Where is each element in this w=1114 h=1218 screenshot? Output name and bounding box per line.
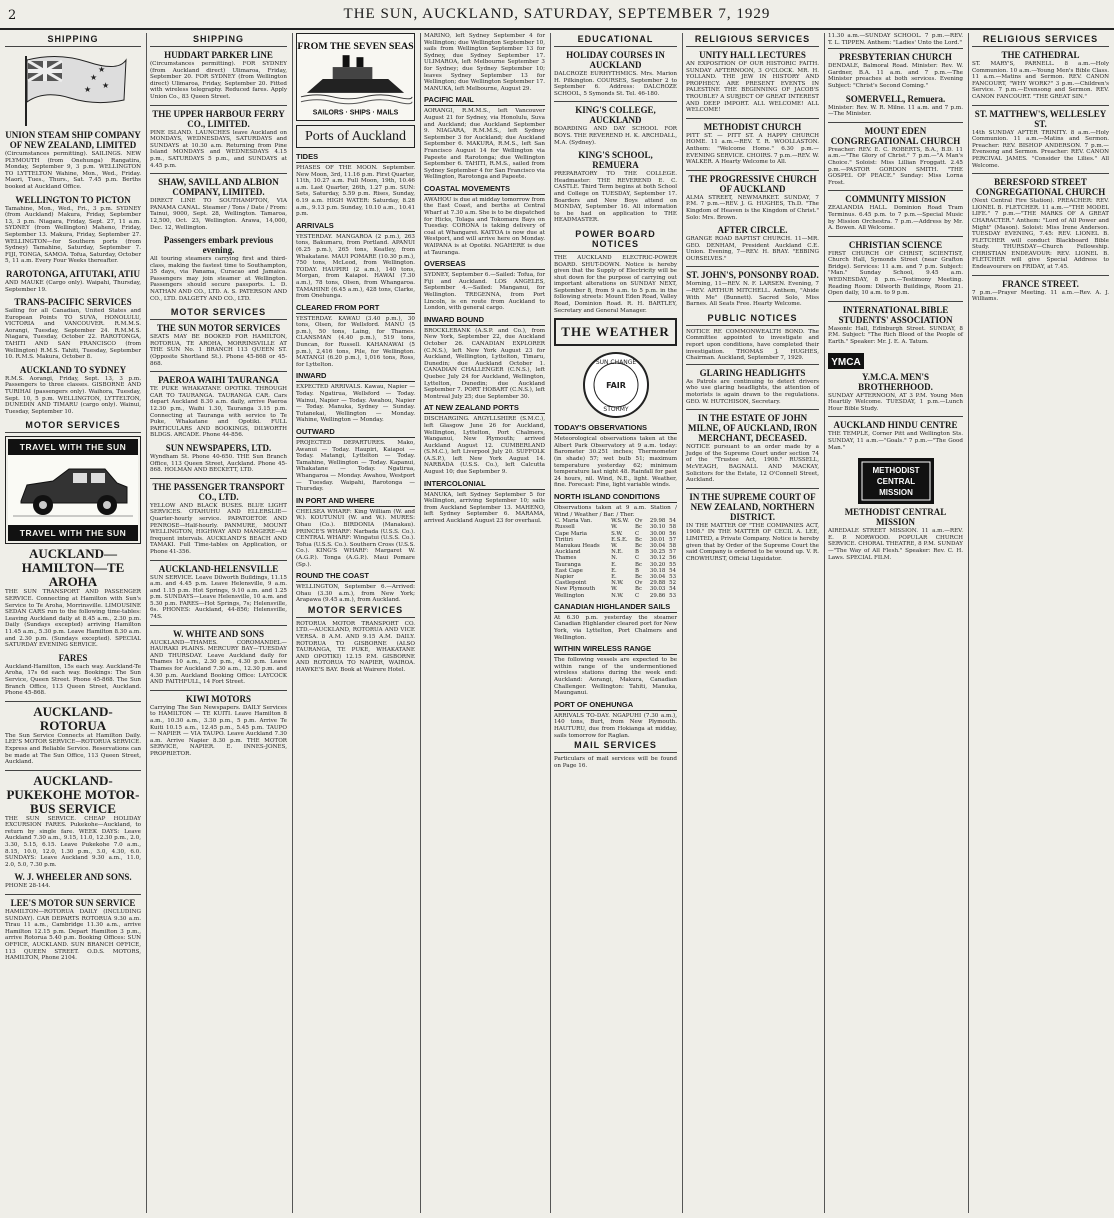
table-row xyxy=(554,555,677,561)
svg-text:★: ★ xyxy=(90,73,98,82)
svg-text:★: ★ xyxy=(84,85,92,94)
table-cell: East Cape xyxy=(555,567,583,574)
table-cell: Bc xyxy=(634,574,642,581)
motor-service-ad: THE SUN MOTOR SERVICES SEATS MAY BE BOOKED FOR HAMILTON, ROTORUA, TE AROHA, MORRINSVILLE AT THE SUN No. 1 BRANCH 113 QUEEN ST. (Opposite Shortland St.). Phone 45-868 or 45-868. xyxy=(150,323,287,367)
column-educational-weather: EDUCATIONAL HOLIDAY COURSES IN AUCKLAND DALCROZE EURHYTHMICS. Mrs. Marion H. Pilkington. COURSES, September 2 to September 6. Address: DALCROZE SCHOOL, 5 Symonds St. Tel. 46-180. KING'S COLLEGE, AUCKLAND BOARDING AND DAY SCHOOL FOR BOYS. THE REVEREND H. K. ARCHDALL, M.A. (Sydney). KING'S SCHOOL, REMUERA PREPARATORY TO THE COLLEGE. Headmaster: THE REVEREND E. C. CASTLE. Third Term begins at both School and College on TUESDAY, September 17. Boarders and New Boys attend on MONDAY, September 16. All information to be had on application to THE HEADMASTER. POWER BOARD NOTICES THE AUCKLAND ELECTRIC-POWER BOARD. SHUT-DOWN. Notice is hereby given that the Supply of Electricity will be shut down for the purpose of carrying out important alterations on SUNDAY NEXT, September 8, from 9 a.m. to 5 p.m. in the following streets: Mount Eden Road, Valley Road, Dominion Road. R. H. BARTLEY, Secretary and General Manager. THE WEATHER SUN CHANGE FAIR STORMY TODAY'S OBSERVATIONS Meteorological observations taken at the Albert Park Observatory at 9 a.m. today: Barometer 30.251 inches; Thermometer (in shade) 57; wet bulb 51; maximum temperature yesterday 62; minimum temperature last night 48. Rainfall for past 24 hours, nil. Wind, N.E., light. Weather, fine. Forecast: Fine, light variable winds. NORTH ISLAND CONDITIONS Observations taken at 9 a.m. Station / Wind / Weather / Bar. / Ther. C. Maria Van. W.S.W. Ov 29.98 54 Russell W. Bc 30.10 58 Cape Maria S.W. C 30.00 56 Tiritiri E.S.E. Bc 30.01 57 Manukau Heads W. Bc 30.04 58 Auckland N.E. B 30.25 57 Thames N. C 30.12 56 Tauranga E. Bc 30.20 55 East Cape E. B 30.18 54 Napier E. Bc 30.04 53 Castlepoint N.W. Ov 29.88 52 New Plymouth W. Bc 30.03 54 Wellington N.W. C 29.86 53 CANADIAN HIGHLANDER SAILS At 6.30 p.m. yesterday the steamer Canadian Highlander cleared port for New York, via Lyttelton, Port Chalmers and Wellington. WITHIN WIRELESS RANGE The following vessels are expected to be within range of the undermentioned wireless stations during the week end: Auckland: Aorangi, Makura, Canadian Challenger. Wellington: Tahiti, Manuka, Maunganui. PORT OF ONEHUNGA ARRIVALS TO-DAY. NGAPUHI (7.30 a.m.), 140 tons, Burt, from New Plymouth. HAUTURU, due from Hokianga at midday, sails tomorrow for Raglan. MAIL SERVICES Particulars of mail services will be found on Page 16. xyxy=(550,33,680,1213)
table-cell: Tauranga xyxy=(555,561,581,568)
table-cell: 30.03 xyxy=(649,586,666,593)
shipping-notice: WELLINGTON TO PICTON Tamahine, Mon., Wed., Fri., 3 p.m. SYDNEY (from Auckland) Makura, Friday, September 13, 3 p.m. Niagara, Friday, Sept. 27, 11 a.m. SYDNEY (from Wellington) Maheno, Friday, September 13. Makura, Friday, September 27. WELLINGTON—for Southern ports (from Sydney) Tamahine, Saturday, September 7. FIJI, TONGA, SAMOA. Tofua, Saturday, October 5, 11 a.m. Every Four Weeks thereafter. xyxy=(5,194,141,265)
red-ensign-flag-illustration xyxy=(5,50,141,130)
table-cell: W. xyxy=(611,524,618,531)
table-cell: 53 xyxy=(669,592,676,599)
table-cell: C xyxy=(634,530,640,537)
motor-service-ad: AUCKLAND-PUKEKOHE MOTOR-BUS SERVICE THE SUN SERVICE. CHEAP HOLIDAY EXCURSION FARES. Pukekohe—Auckland, to return by single fare. WEEK DAYS: Leave Auckland 7.30 a.m., 9.15, 11.0, 12.30 p.m., 2.0, 3.30, 5.15, 6.15. Leave Pukekohe 7.0 a.m., 8.15, 10.0, 12.0, 1.30 p.m., 3.0, 4.30, 6.0. SUNDAYS: Leave Auckland 9.30 a.m., 11.0, 2.0, 5.0, 7.30 p.m. xyxy=(5,772,141,868)
motor-service-ad: KIWI MOTORS Carrying The Sun Newspapers. DAILY Services to HAMILTON — TE KUITI. Leave Hamilton 8 a.m., 10.30 a.m., 3.30 p.m., 5 p.m. Arrive Te Kuiti 10.15 a.m., 12.45 p.m., 5.45 p.m. TAUPO — NAPIER — VIA TAUPO. Leave Auckland 7.30 a.m. Arrive Napier 8.30 p.m. THE MOTOR SERVICE, NAPIER. E. INNES-JONES, PROPRIETOR. xyxy=(150,693,287,757)
motor-service-ad: AUCKLAND-ROTORUA The Sun Service Connects at Hamilton Daily. LEE'S MOTOR SERVICE—ROTORUA SERVICE. Express and Reliable Service. Reservations can be made at The Sun Office, 113 Queen Street, Auckland. xyxy=(5,703,141,766)
svg-text:FAIR: FAIR xyxy=(605,381,626,391)
table-cell: Ov xyxy=(634,580,643,587)
section-header: MOTOR SERVICES xyxy=(150,306,287,320)
table-cell: 30.18 xyxy=(649,567,666,574)
table-cell: Ov xyxy=(634,518,643,525)
table-cell: 54 xyxy=(669,518,676,525)
table-cell: 30.10 xyxy=(649,524,666,531)
table-cell: 29.98 xyxy=(649,518,666,525)
table-cell: N.E. xyxy=(611,549,623,556)
table-cell: C xyxy=(634,555,640,562)
table-cell: 56 xyxy=(669,530,676,537)
masthead xyxy=(0,0,1114,30)
table-row xyxy=(554,562,677,568)
table-cell: Wellington xyxy=(555,592,585,599)
table-cell: 57 xyxy=(669,549,676,556)
table-cell: W.S.W. xyxy=(611,518,629,525)
table-cell: C xyxy=(634,592,640,599)
motor-service-ad: W. J. WHEELER AND SONS. PHONE 28-144. xyxy=(5,872,132,890)
table-cell: E. xyxy=(611,567,617,574)
table-cell: 30.01 xyxy=(649,536,666,543)
banner-title: FROM THE SEVEN SEAS xyxy=(297,41,414,53)
table-cell: 58 xyxy=(669,543,676,549)
table-cell: 30.20 xyxy=(649,561,666,568)
column-header: RELIGIOUS SERVICES xyxy=(686,33,819,47)
newspaper-title: THE SUN, AUCKLAND, SATURDAY, SEPTEMBER 7, 1929 xyxy=(343,6,771,22)
svg-text:YMCA: YMCA xyxy=(831,356,861,368)
motor-service-ad: AUCKLAND—HAMILTON—TE AROHA THE SUN TRANSPORT AND PASSENGER SERVICE. Connecting at Hamilton with Sun's Service to Te Aroha, Morrinsville. LIMOUSINE SEDAN CARS run to the following time-tables: Leaving Auckland daily at 8.45 a.m., 2.30 p.m. Daily (Sundays excepted) arriving Hamilton 11.45 a.m., 5.30 p.m. Leave Hamilton 8.30 a.m. and 2.30 p.m. (Sundays excepted). SPECIAL SATURDAY EVENING SERVICE. xyxy=(5,546,141,649)
table-cell: 30.25 xyxy=(649,549,666,556)
table-cell: 56 xyxy=(669,555,676,562)
sun-change-fair-weather-medallion xyxy=(554,350,677,420)
column-religious-2: 11.30 a.m.—SUNDAY SCHOOL. 7 p.m.—REV. T. L. TIPPEN. Anthem: "Ladies' Unto the Lord." PRESBYTERIAN CHURCH DENDALE, Balmoral Road. Minister: Rev. W. Gardner, B.A. 11 a.m. and 7 p.m.—The Minister preaches at both services. Evening Subject: "Christ's Second Coming." SOMERVELL, Remuera. Minister: Rev. W. R. Milne. 11 a.m. and 7 p.m.—The Minister. MOUNT EDEN CONGREGATIONAL CHURCH Preacher: REV. E. C. ROBERTS, B.A., B.D. 11 a.m.—"The Glory of Christ." 7 p.m.—"A Man's Choice." Soloist: Miss Lillian Froggatt. 2.45 p.m.—PASTOR GORDON SMITH. "THE GOSPEL OF PEACE." Sunday: Miss Lorna Frost. COMMUNITY MISSION ZEALANDIA HALL. Dominion Road Tram Terminus. 6.45 p.m. to 7 p.m.—Special Music by Mission Orchestra. 7 p.m.—Address by Mr. A. Bowen. All Welcome. CHRISTIAN SCIENCE FIRST CHURCH OF CHRIST, SCIENTIST, Church Hall, Symonds Street (near Grafton Bridge). Services: 11 a.m. and 7 p.m. Subject: "Man." Sunday School, 9.45 a.m. WEDNESDAY, 8 p.m.—Testimony Meeting. Reading Room: Dilworth Buildings, Room 21. Open daily, 10 a.m. to 9 p.m. INTERNATIONAL BIBLE STUDENTS' ASSOCIATION Masonic Hall, Edinburgh Street. SUNDAY, 8 P.M. Subject: "The Rich Blood of the People of Earth." Speaker: Mr. J. E. A. Tatum. YMCA Y.M.C.A. MEN'S BROTHERHOOD. SUNDAY AFTERNOON, AT 3 P.M. Young Men Heartily Welcome. TUESDAY, 1 p.m.—Lunch Hour Bible Study. AUCKLAND HINDU CENTRE THE TEMPLE, Corner Pitt and Wellington Sts. SUNDAY, 11 a.m.—"Goals." 7 p.m.—"The Good Man." METHODIST CENTRAL MISSION METHODIST CENTRAL MISSION AIREDALE STREET MISSION. 11 a.m.—REV. E. P. NORWOOD. POPULAR CHURCH SERVICE. CHORAL THEATRE, 8 P.M. SUNDAY—"The Way of All Flesh." Speaker: Rev. C. H. Laws. SPECIAL FILM. xyxy=(824,33,966,1213)
table-cell: W. xyxy=(611,543,618,549)
table-cell: Tiritiri xyxy=(555,536,573,543)
shipping-notice: HUDDART PARKER LINE (Circumstances permitting). FOR SYDNEY (from Auckland direct) Ulimaroa, Friday, September 20. FOR SYDNEY (from Wellington direct) Ulimaroa, Friday, September 20. Fitted with wireless telegraphy. Reduced fares. Apply Union Co., 83 Queen Street. xyxy=(150,50,287,100)
table-row xyxy=(554,593,677,599)
table-row xyxy=(554,586,677,592)
table-cell: Bc xyxy=(634,543,642,549)
table-row xyxy=(554,524,677,530)
page-number: 2 xyxy=(8,8,17,23)
table-cell: 52 xyxy=(669,580,676,587)
shipping-notice: SHAW, SAVILL AND ALBION COMPANY, LIMITED. DIRECT LINE TO SOUTHAMPTON, VIA PANAMA CANAL. Steamer / Tons / Date / From: Tainui, 9000, Sept. 28, Wellington. Tamaroa, 12,500, Oct. 23, Wellington. Arawa, 14,000, Dec. 12, Wellington. xyxy=(150,177,287,231)
shipping-notice: Passengers embark previous evening. All touring steamers carrying first and third-class, making the fastest time to Southampton, 35 days, via Panama, Curacao and Jamaica. Passengers may join steamer at Wellington. Passengers should secure passports. L. D. NATHAN AND CO., LTD. A. S. PATERSON AND CO., LTD. DALGETY AND CO., LTD. xyxy=(150,235,287,302)
shipping-notice: THE UPPER HARBOUR FERRY CO., LIMITED. PINE ISLAND. LAUNCHES leave Auckland on MONDAYS, WEDNESDAYS, SATURDAYS and SUNDAYS at 10.30 a.m. Returning from Pine Island MONDAYS and WEDNESDAYS 4.15 p.m., SATURDAYS 5 p.m., and SUNDAYS at 4.45 p.m. xyxy=(150,108,287,169)
table-cell: 58 xyxy=(669,524,676,531)
svg-text:METHODIST: METHODIST xyxy=(871,466,920,476)
table-cell: B xyxy=(634,567,639,574)
table-cell: New Plymouth xyxy=(555,586,596,593)
table-cell: N.W. xyxy=(611,592,624,599)
motor-service-ad: THE PASSENGER TRANSPORT CO., LTD. YELLOW AND BLACK BUSES. BLUE LIGHT SERVICES. OTAHUHU AND ELLERSLIE—Quarter-hourly service. PAPATOETOE AND PENROSE—Half-hourly. PANMURE, MOUNT WELLINGTON, HIGHWAY AND MANGERE—At frequent intervals. AUCKLAND'S BEACH AND TAMAKI. Full Time-tables on Application, or Phone 41-356. xyxy=(150,481,287,555)
column-header: SHIPPING xyxy=(5,33,141,47)
column-religious-3: RELIGIOUS SERVICES THE CATHEDRAL ST. MARY'S, PARNELL. 8 a.m.—Holy Communion. 10 a.m.—Young Men's Bible Class. 11 a.m.—Matins and Sermon. REV. CANON FANCOURT, "WHY WORK?" 3 p.m.—Children's Service. 7 p.m.—Evensong and Sermon. REV. CANON FANCOURT. "THE GREAT SIN." ST. MATTHEW'S, WELLESLEY ST. 14th SUNDAY AFTER TRINITY. 8 a.m.—Holy Communion. 11 a.m.—Matins and Sermon. Preacher: REV. BISHOP ANDERSON. 7 p.m.—Evensong and Sermon. Preacher: REV. CANON PERCIVAL JAMES. "Consider the Lilies." All Welcome. BERESFORD STREET CONGREGATIONAL CHURCH (Next Central Fire Station). PREACHER: REV. LIONEL B. FLETCHER. 11 a.m.—"THE MODEL LIFE." 7 p.m.—"THE MARKS OF A GREAT CHARACTER." Anthem: "Lord of All Power and Might" (Mason). Soloist: Miss Irene Anderson. TUESDAY EVENING, 7.45: REV. LIONEL B. FLETCHER will conduct Blackboard Bible Study. THURSDAY—Church Fellowship. CHRISTIAN ENDEAVOUR: REV. LIONEL B. FLETCHER will give Special Address to Endeavourers on FRIDAY, at 7.45. FRANCE STREET. 7 p.m.—Prayer Meeting. 11 a.m.—Rev. A. J. Williams. xyxy=(968,33,1112,1213)
motor-service-ad: LEE'S MOTOR SUN SERVICE HAMILTON—ROTORUA DAILY (INCLUDING SUNDAY). CAR DEPARTS ROTORUA 9.30 a.m. Tirau 11 a.m., Cambridge 11.30 a.m., arrive Hamilton 12.15 p.m. Depart Hamilton 3 p.m., arrive Rotorua 5.40 p.m. Booking Offices: SUN OFFICE, AUCKLAND. SUN BRANCH OFFICE, 113 QUEEN STREET. O.D.S. MOTORS, HAMILTON, Phone 2104. xyxy=(5,898,141,962)
column-religious-1: RELIGIOUS SERVICES UNITY HALL LECTURES AN EXPOSITION OF OUR HISTORIC FAITH. SUNDAY AFTERNOON, 3 O'CLOCK. MR. H. YOLLAND. THE JEW IN HISTORY AND PROPHECY. ARE PRESENT EVENTS IN PALESTINE THE BEGINNING OF JACOB'S TROUBLE? A SUBJECT OF GREAT INTEREST AND DEEP IMPORT. ALL WELCOME! ALL WELCOME! METHODIST CHURCH PITT ST. — PITT ST. A HAPPY CHURCH HOME. 11 a.m.—REV. T. R. WOOLLASTON. Anthem: "Welcome Home." 6.30 p.m.—EVENING SERVICE. CHOIRS. 7 p.m.—REV. W. WALKER. A Hearty Welcome to All. THE PROGRESSIVE CHURCH OF AUCKLAND ALMA STREET, NEWMARKET. SUNDAY, 7 P.M. 7 p.m.—REV. J. G. HUGHES, Th.D. "The Kingdom of Heaven is the Kingdom of Christ." Solo: Mrs. Brown. AFTER CIRCLE. GRANGE ROAD BAPTIST CHURCH. 11—MR. GEO. DENHAM, President Auckland C.E. Union. Evening, 7—REV. H. BRAY. "EBBING OURSELVES." ST. JOHN'S, PONSONBY ROAD. Morning, 11—REV. N. F. LARSEN. Evening, 7—REV. ARTHUR MITCHELL. Anthem, "Abide With Me" (Bunnett). Sacred Solo, Miss Barnes. All Seats Free. Hearty Welcome. PUBLIC NOTICES NOTICE RE COMMONWEALTH BOND. The Committee appointed to investigate and report upon conditions, have completed their investigation. THOMAS J. HUGHES, Chairman. Auckland, September 7, 1929. GLARING HEADLIGHTS As Patrols are continuing to detect drivers who use glaring headlights, the attention of motorists is again drawn to the regulations. GEO. W. HUTCHISON, Secretary. IN THE ESTATE OF JOHN MILNE, OF AUCKLAND, IRON MERCHANT, DECEASED. NOTICE pursuant to an order made by a Judge of the Supreme Court under section 74 of the "Trustee Act, 1908." RUSSELL, McVEAGH, BAGNALL AND MACKAY, Solicitors for the Estate, 12 O'Connell Street, Auckland. IN THE SUPREME COURT OF NEW ZEALAND, NORTHERN DISTRICT. IN THE MATTER OF "THE COMPANIES ACT, 1908." IN THE MATTER OF CECIL A. LEE, LIMITED, a Private Company. Notice is hereby given that by Order of the Supreme Court the said Company is ordered to be wound up. V. R. CROWHURST, Official Liquidator. xyxy=(682,33,822,1213)
motor-service-ad: PAEROA WAIHI TAURANGA TE PUKE WHAKATANE OPOTIKI. THROUGH CAR TO TAURANGA. TAURANGA CAR. Cars depart Auckland 8.30 a.m. daily, arrive Paeroa 12.30 p.m., Waihi 1.30, Tauranga 3.15 p.m. Connecting at Tauranga with service to Te Puke, Whakatane and Opotiki. FULL PARTICULARS AND BOOKINGS, DILWORTH BLDGS. ARCADE. Phone 44-856. xyxy=(150,375,287,439)
table-cell: E. xyxy=(611,561,617,568)
table-cell: Thames xyxy=(555,555,577,562)
svg-text:STORMY: STORMY xyxy=(602,406,629,414)
table-cell: C. Maria Van. xyxy=(555,518,593,525)
table-cell: N. xyxy=(611,555,618,562)
motor-service-ad: W. WHITE AND SONS AUCKLAND—THAMES. COROMANDEL—HAURAKI PLAINS. MERCURY BAY—TUESDAY AND THURSDAY. Leave Auckland daily for Thames 10 a.m., 2.30 p.m., 4.30 p.m. Leave Thames for Auckland 7.30 a.m., 12.30 p.m. and 4.30 p.m. Auckland Booking Office: LAYCOCK AND FAITHFULL, 14 Fort Street. xyxy=(150,628,287,686)
table-cell: W. xyxy=(611,586,618,593)
table-cell: N.W. xyxy=(611,580,624,587)
table-cell: 55 xyxy=(669,561,676,568)
table-cell: 30.12 xyxy=(649,555,666,562)
table-cell: 30.04 xyxy=(649,543,666,549)
column-shipping-2 xyxy=(146,33,290,1213)
svg-text:SUN CHANGE: SUN CHANGE xyxy=(595,359,636,367)
table-cell: E. xyxy=(611,574,617,581)
ports-of-auckland-title: Ports of Auckland xyxy=(296,125,415,148)
table-cell: Bc xyxy=(634,536,642,543)
motor-service-ad: AUCKLAND-HELENSVILLE SUN SERVICE. Leave Dilworth Buildings, 11.15 a.m. and 4.45 p.m. Leave Helensville, 9 a.m. and 1.15 p.m. Hot Springs, 9.10 a.m. and 1.25 p.m. SUNDAYS—Leave Helensville, 10 a.m. and 5.30 p.m. FARES—Hot Springs, 7s; Helensville, 6s. PHONES: Auckland, 44-856; Helensville, 74S. xyxy=(150,563,287,621)
methodist-central-mission-badge xyxy=(828,455,963,507)
fares-notice: FARES Auckland-Hamilton, 15s each way. Auckland-Te Aroha, 17s 6d each way. Bookings: The Sun Service, Queen Street. Phone 45-868. The Sun Branch Office, 113 Queen Street, Auckland. Phone 45-868. xyxy=(5,652,141,697)
table-cell: E.S.E. xyxy=(611,536,628,543)
svg-text:★: ★ xyxy=(102,81,110,90)
column-header: SHIPPING xyxy=(150,33,287,47)
shipping-notice: TRANS-PACIFIC SERVICES Sailing for all Canadian, United States and European Points TO SUVA, HONOLULU, VICTORIA and VANCOUVER. R.M.M.S. Aorangi, Tuesday, September 24. R.M.M.S. Niagara, Tuesday, October 22. RAROTONGA, TAHITI AND SAN FRANCISCO (from Wellington) R.M.S. Tahiti, Tuesday, September 10. R.M.S. Makura, October 8. xyxy=(5,297,141,361)
table-cell: 30.04 xyxy=(649,574,666,581)
weather-title: THE WEATHER xyxy=(554,318,677,346)
table-cell: Bc xyxy=(634,586,642,593)
table-cell: 54 xyxy=(669,567,676,574)
observations-table xyxy=(554,518,677,599)
svg-text:★: ★ xyxy=(98,65,106,74)
touring-car-illustration xyxy=(8,455,138,525)
table-cell: Bc xyxy=(634,561,642,568)
table-cell: Bc xyxy=(634,524,642,531)
table-cell: B xyxy=(634,549,639,556)
travel-ad xyxy=(5,436,141,544)
column-header: RELIGIOUS SERVICES xyxy=(972,33,1109,47)
table-cell: 54 xyxy=(669,586,676,593)
shipping-notice: AUCKLAND TO SYDNEY R.M.S. Aorangi, Friday, Sept. 13, 3 p.m. Passengers to three classes. GISBORNE AND TURIHAI (passengers only). Waihora, Tuesday, Sept. 10, 5 p.m. WELLINGTON, LYTTELTON, DUNEDIN AND TIMARU (cargo only). Wainui, Tuesday, September 10. xyxy=(5,364,141,415)
table-cell: 30.00 xyxy=(649,530,666,537)
table-cell: Cape Maria xyxy=(555,530,587,537)
travel-banner: TRAVEL WITH THE SUN xyxy=(8,439,138,455)
table-cell: Russell xyxy=(555,524,575,531)
column-seven-seas: FROM THE SEVEN SEAS SAILORS · SHIPS · MAILS Ports of Auckland TIDES PHASES OF THE MOON. September. New Moon, 3rd, 11.16 p.m. First Quarter, 11th, 10.27 a.m. Full Moon, 19th, 10.46 a.m. Last Quarter, 26th, 1.27 p.m. SUN: Sets, Saturday, 5.59 p.m. Rises, Sunday, 6.19 a.m. HIGH WATER: Saturday, 8.28 a.m., 9.13 p.m. Sunday, 10.10 a.m., 10.41 p.m. ARRIVALS YESTERDAY. MANGAROA (2 p.m.), 263 tons, Bakumaru, from Portland. APANUI (6.25 p.m.), 265 tons, Keatley, from Whakatane. MAUI POMARE (10.30 p.m.), 750 tons, McLeod, from Wellington. TODAY. HAUPIRI (2 a.m.), 140 tons, Morgan, from Kaiapoi. HAWAI (7.30 a.m.), 78 tons, Olsen, from Whangaroa. TAMAHINE (6.45 a.m.), 428 tons, Clarke, from Onehunga. CLEARED FROM PORT YESTERDAY. KAWAU (3.40 p.m.), 30 tons, Olsen, for Wellsford. MANU (5 p.m.), 50 tons, Laing, for Thames. CLANSMAN (4.40 p.m.), 519 tons, Duncan, for Russell. KAHANAWAI (5 p.m.), 2,416 tons, Pile, for Wellington. MATANGI (6.20 p.m.), 1,016 tons, Ross, for Lyttelton. INWARD EXPECTED ARRIVALS. Kawau, Napier — Today. Ngatirua, Wellsford — Today. Wainui, Napier — Today. Awahou, Napier — Today. Manuka, Sydney — Sunday. Tutanekai, Wellington — Monday. Wahine, Wellington — Monday. OUTWARD PROJECTED DEPARTURES. Mako, Awanui — Today. Haupiri, Kaiapoi — Today. Matangi, Lyttelton — Today. Tamahine, Wellington — Today. Kapanui, Whakatane — Today. Ngatirua, Whangaroa — Monday. Awahou, Westport — Tuesday. Waipahi, Rarotonga — Thursday. IN PORT AND WHERE CHELSEA WHARF: King William (W. and W.). KOUTUNUI (W. and W.). MURES: Ohau (Co.). BIRDONIA (Manakau). PRINCE'S WHARF: Narbada (U.S.S. Co.). CENTRAL WHARF: Wingatui (U.S.S. Co.). Tofua (U.S.S. Co.). Southern Cross (U.S.S. Co.). KING'S WHARF: Margaret W. (A.G.P.). Tonga (A.G.P.). Maui Pomare (Sp.). ROUND THE COAST WELLINGTON, September 6.—Arrived: Ohau (3.30 a.m.), from New York; Arapawa (9.45 a.m.), from Auckland. MOTOR SERVICES ROTORUA MOTOR TRANSPORT CO. LTD.—AUCKLAND, ROTORUA AND VICE VERSA. 8 A.M. AND 9.15 A.M. DAILY. ROTORUA TO GISBORNE (ALSO TAURANGA, TE PUKE, WHAKATANE AND OPOTIKI) 12.15 P.M. GISBORNE AND ROTORUA TO NAPIER, WAIROA. HAWKE'S BAY. Book at Wairere Hotel. xyxy=(292,33,418,1213)
ymca-triangle-logo xyxy=(828,350,963,372)
table-cell: 53 xyxy=(669,574,676,581)
column-shipping-1 xyxy=(2,33,144,1213)
table-cell: 57 xyxy=(669,536,676,543)
svg-text:MISSION: MISSION xyxy=(878,488,913,498)
svg-text:CENTRAL: CENTRAL xyxy=(876,477,915,487)
table-cell: Auckland xyxy=(555,549,581,556)
shipping-notice: UNION STEAM SHIP COMPANY OF NEW ZEALAND, LIMITED (Circumstances permitting). SAILINGS. NEW PLYMOUTH (from Onehunga) Rangatira, Monday, September 9, 3 p.m. WELLINGTON TO LYTTELTON Wahine, Mon., Wed., Friday. Maori, Tues., Thurs., Sat. 7.45 p.m. Berths booked at Auckland Office. xyxy=(5,130,141,190)
table-cell: 29.88 xyxy=(649,580,666,587)
shipping-notice: RAROTONGA, AITUTAKI, ATIU AND MAUKE (Cargo only). Waipahi, Thursday, September 19. xyxy=(5,268,141,293)
sun-service-caption: TRAVEL WITH THE SUN xyxy=(8,525,138,541)
steamship-banner-illustration xyxy=(296,33,415,121)
section-header: MOTOR SERVICES xyxy=(5,419,141,433)
table-cell: 29.86 xyxy=(649,592,666,599)
table-row xyxy=(554,531,677,537)
table-cell: Castlepoint xyxy=(555,580,587,587)
table-cell: Napier xyxy=(555,574,574,581)
table-cell: Manukau Heads xyxy=(555,543,600,549)
table-cell: S.W. xyxy=(611,530,623,537)
banner-subtitle: SAILORS · SHIPS · MAILS xyxy=(312,109,399,117)
motor-service-ad: SUN NEWSPAPERS, LTD. Wyndham St. Phone 40-650. THE Sun Branch Office, 113 Queen Street, Auckland. Phone 45-868. HOLMAN AND BECKETT, LTD. xyxy=(150,442,287,474)
column-shipping-news: MARINO, left Sydney September 4 for Wellington; due Wellington September 10, sails from Wellington September 13 for Sydney, due Sydney September 17. ULIMAROA, left Melbourne September 3 for Sydney; due Sydney September 10; leaves Sydney September 13 for Wellington; due Wellington September 17. MANUKA, left Melbourne, August 29. PACIFIC MAIL AORANGI, R.M.M.S., left Vancouver August 21 for Sydney, via Honolulu, Suva and Auckland; due Auckland September 9. NIAGARA, R.M.M.S., left Sydney September 3 for Auckland; due Auckland September 6. MAKURA, R.M.S., left San Francisco August 14 for Wellington via Papeete and Rarotonga; due Wellington September 6. TAHITI, R.M.S., sailed from Sydney September 4 for San Francisco via Wellington, Rarotonga and Papeete. COASTAL MOVEMENTS AWAHOU is due at midday tomorrow from the East Coast, and berths at Central Wharf at 7.30 a.m. She is to be dispatched for Hicks, Tolaga and Tokomaru Bays on Tuesday. CORONA is taking delivery of coal at Whangarei. KAITOA is now due at Westport, and will arrive here on Monday. WAIPANA is at Opotiki. NGAHERE is due at Tauranga. OVERSEAS SYDNEY, September 6.—Sailed: Tofua, for Fiji and Auckland. LOS ANGELES, September 4.—Sailed: Manganui, for Wellington. TREGENNA, from Port Lincoln, is en route from Auckland to London, with general cargo. INWARD BOUND BROCKLEBANK (A.S.P. and Co.), from New York, September 22, due Auckland October 26. CANADIAN EXPLORER (C.N.S.), left New York August 23 for Auckland, Wellington, Lyttelton, Timaru, Dunedin; due Auckland October 1. CANADIAN CHALLENGER (C.N.S.), left Quebec July 24 for Auckland, Wellington, Lyttelton, Dunedin; due Auckland September 7. PORT HOBART (C.N.S.), left Montreal July 25; due September 30. AT NEW ZEALAND PORTS DISCHARGING. ARGYLLSHIRE (S.M.C.), left Glasgow June 26 for Auckland, Wellington, Lyttelton, Port Chalmers, Wanganui, New Plymouth; arrived Auckland August 12. CUMBERLAND (S.M.C.), left Liverpool July 20. SUFFOLK (A.S.P.), left New York August 14. NARBADA (U.S.S. Co.), left Calcutta August 10; due September 9. INTERCOLONIAL MANUKA, left Sydney September 5 for Wellington, arriving September 10; sails from Auckland September 13. MAHENO, left Sydney September 6. MARAMA, arrived Auckland August 23 for overhaul. xyxy=(420,33,548,1213)
